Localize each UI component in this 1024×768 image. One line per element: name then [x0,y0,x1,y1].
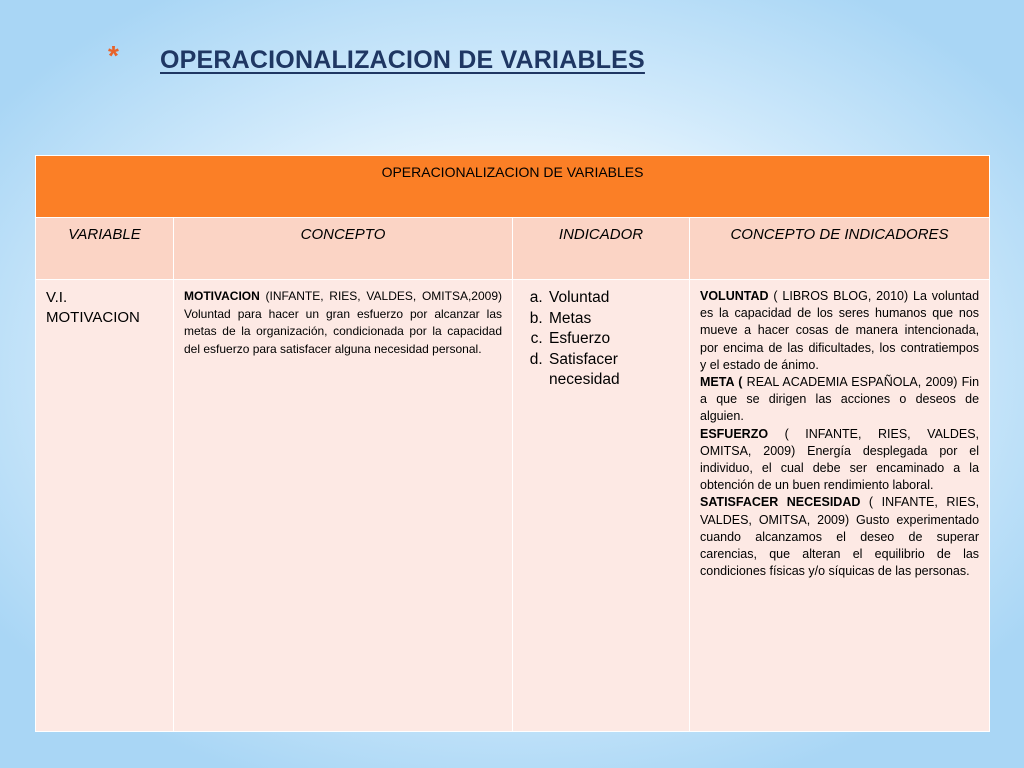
definition-text: ( INFANTE, RIES, VALDES, OMITSA, 2009) Energía desplegada por el individuo, el cual debe ser encaminado a la obtención de un buen rendimiento laboral. [700,426,980,493]
concept-term: MOTIVACION [184,289,260,303]
definition-satisfacer-necesidad [700,494,979,580]
definition-voluntad [700,288,979,374]
definition-term: SATISFACER NECESIDAD [700,495,861,510]
definition-term: META ( [700,375,743,390]
table-title: OPERACIONALIZACION DE VARIABLES [36,156,990,218]
definition-term: VOLUNTAD [700,289,769,303]
bullet-asterisk: * [108,40,119,71]
indicator-item: a. Voluntad [547,288,681,309]
concept-cell [174,280,513,732]
definition-term: ESFUERZO [700,426,769,441]
column-header-concepto-indicadores: CONCEPTO DE INDICADORES [690,218,990,280]
indicator-definitions-cell [690,280,990,732]
indicator-list [521,288,681,391]
definition-meta [700,374,979,426]
definition-esfuerzo [700,426,979,495]
concept-text: (INFANTE, RIES, VALDES, OMITSA,2009) Voluntad para hacer un gran esfuerzo por alcanzar las metas de la organización, condicionada por la capacidad del esfuerzo para satisfacer alguna necesidad personal. [184,289,502,356]
slide-title: OPERACIONALIZACION DE VARIABLES [160,46,645,74]
indicator-item: d. Satisfacer necesidad [547,350,681,391]
variable-cell: V.I. MOTIVACION [36,280,174,732]
indicator-item: c. Esfuerzo [547,329,681,350]
definition-text: ( INFANTE, RIES, VALDES, OMITSA, 2009) Gusto experimentado cuando alcanzamos el deseo de superar carencias, que alteran el equilibrio de las condiciones físicas y/o síquicas de las personas. [700,495,980,579]
definition-text: ( LIBROS BLOG, 2010) La voluntad es la capacidad de los seres humanos que nos mueve a hacer cosas de manera intencionada, por encima de las dificultades, los contratiempos y el estado de ánimo. [700,289,980,372]
column-header-concepto: CONCEPTO [174,218,513,280]
table-title-row [36,156,990,218]
table-row [36,280,990,732]
definition-text: REAL ACADEMIA ESPAÑOLA, 2009) Fin a que se dirigen las acciones o deseos de alguien. [700,375,980,424]
column-header-indicador: INDICADOR [513,218,690,280]
slide-title-area [108,40,645,84]
indicator-cell [513,280,690,732]
column-header-row [36,218,990,280]
indicator-item: b. Metas [547,309,681,330]
column-header-variable: VARIABLE [36,218,174,280]
operationalization-table [35,155,990,732]
